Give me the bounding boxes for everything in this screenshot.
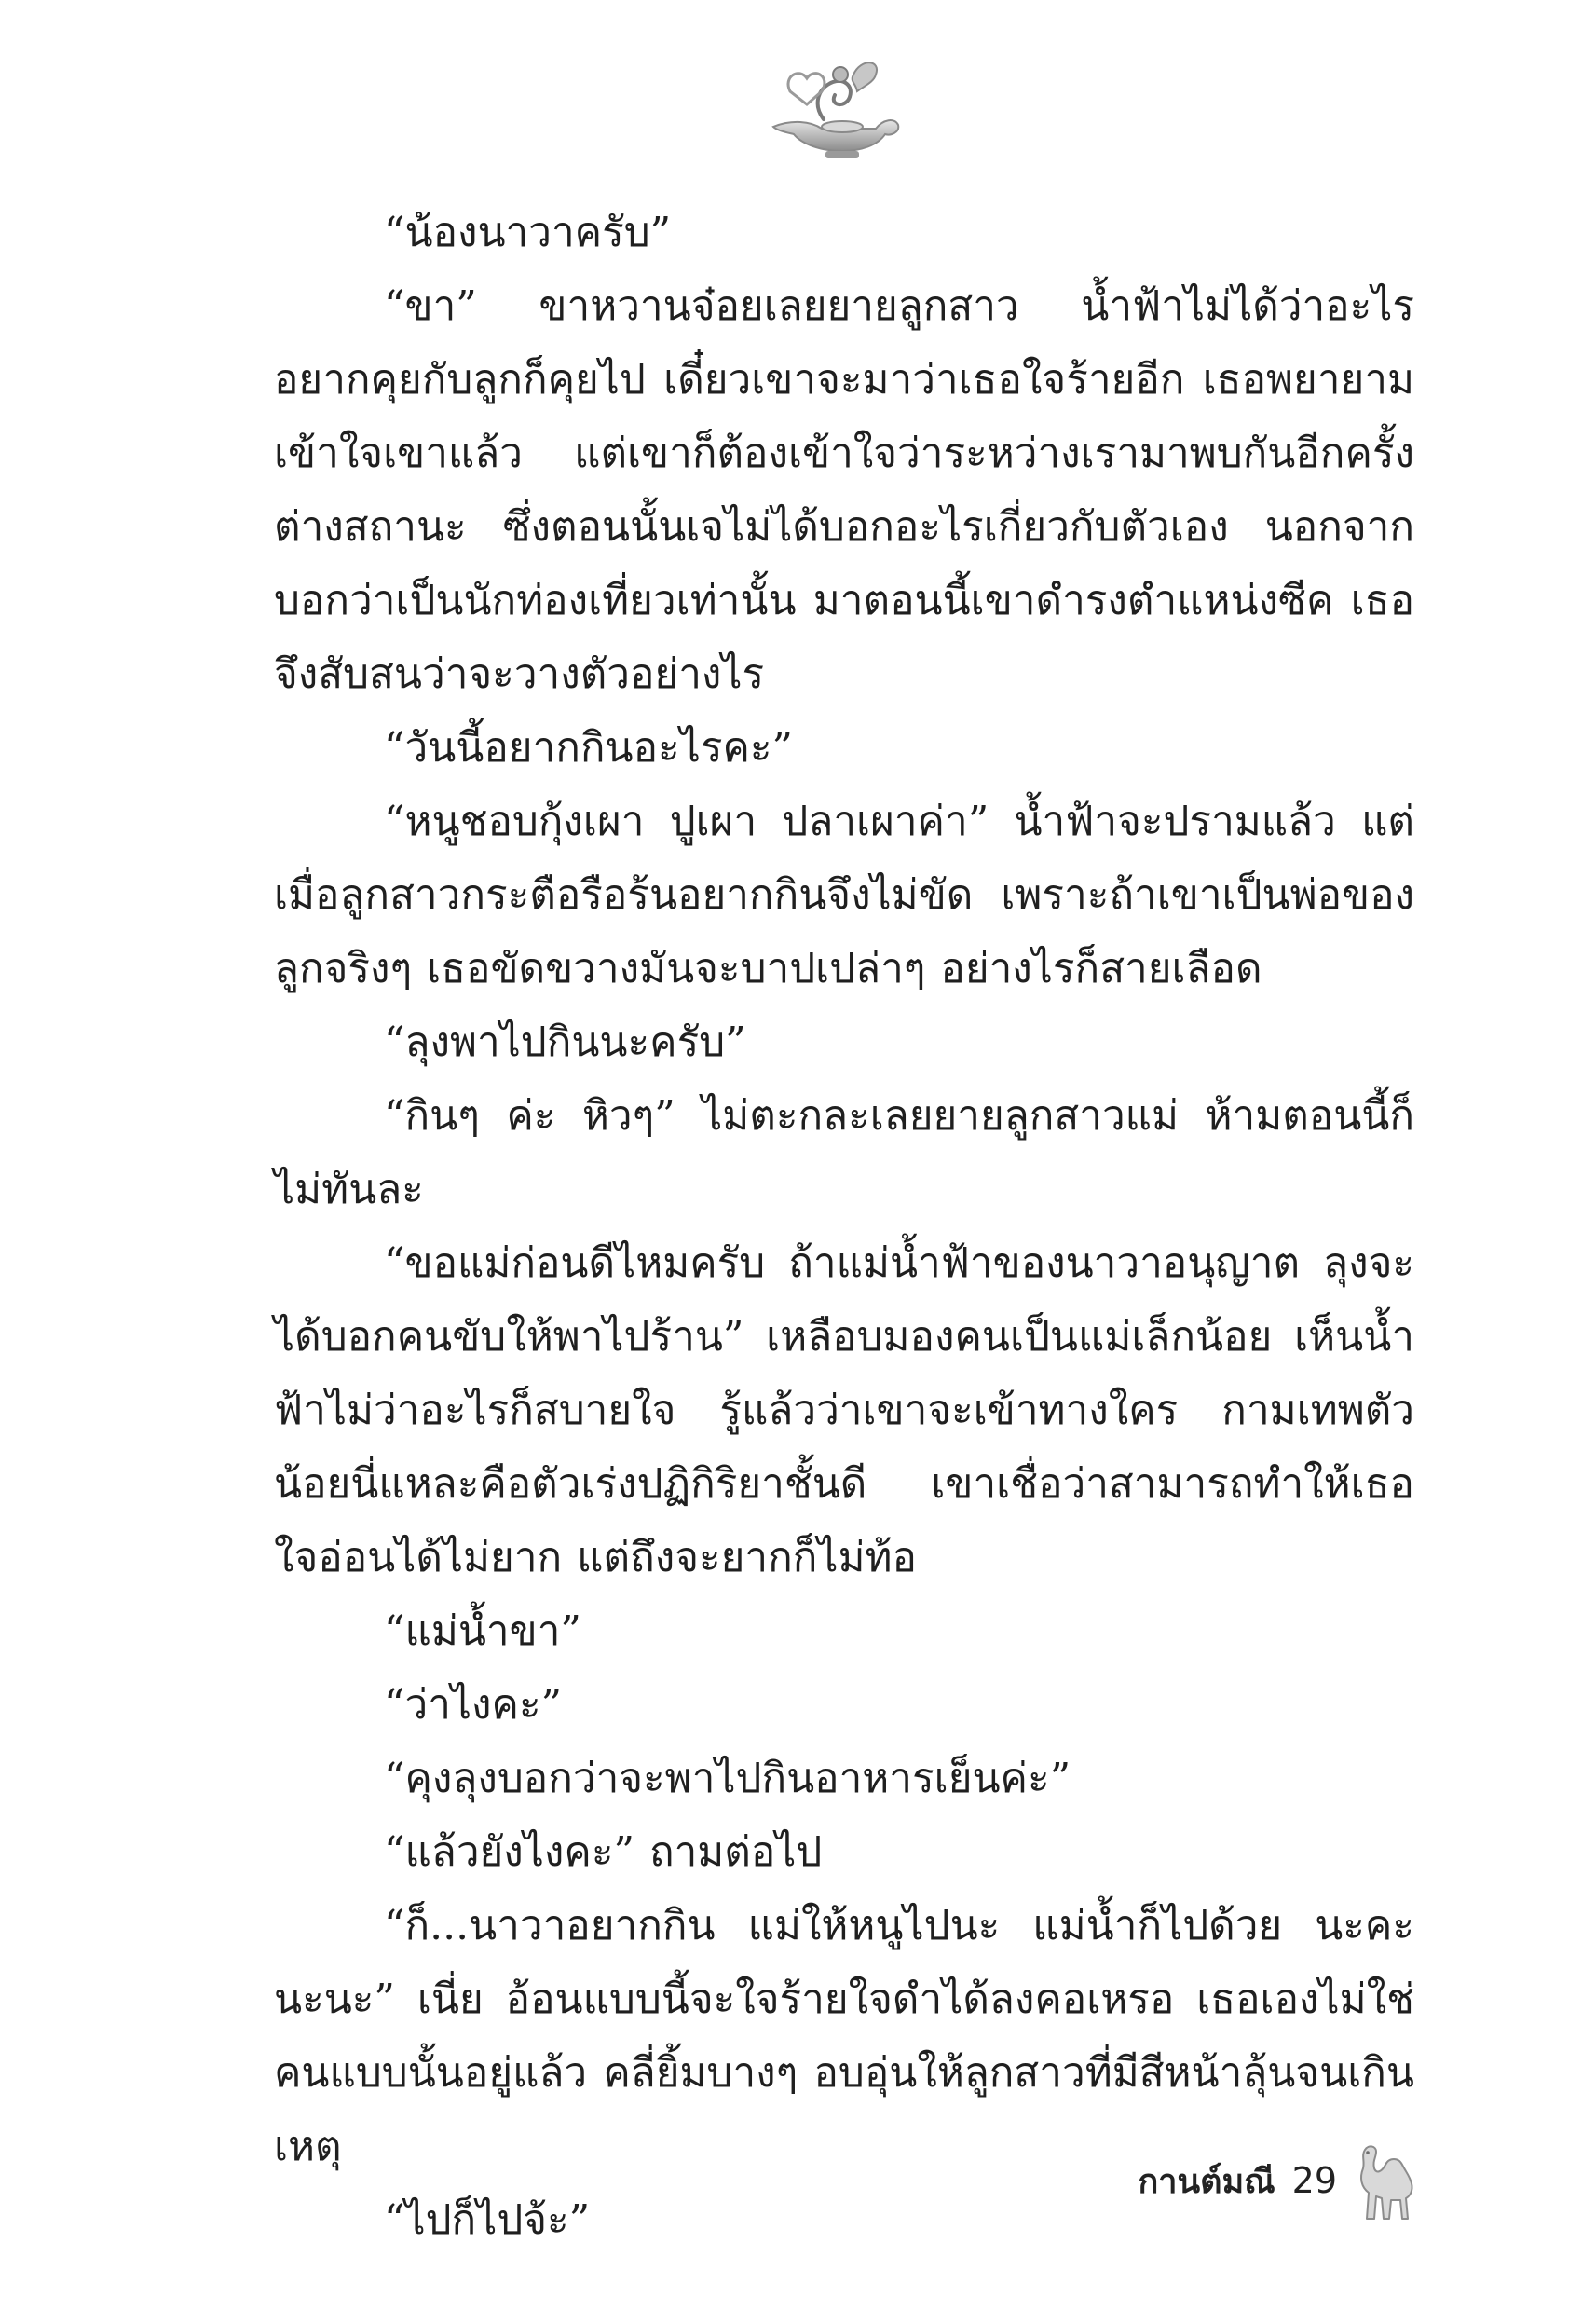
paragraph: “ก็...นาวาอยากกิน แม่ให้หนูไปนะ แม่น้ำก็ไปด้วย นะคะ นะนะ” เนี่ย อ้อนแบบนี้จะใจร้ายใจดำได้ลงคอเหรอ เธอเองไม่ใช่คนแบบนั้นอยู่แล้ว คลี่ยิ้มบางๆ อบอุ่นให้ลูกสาวที่มีสีหน้าลุ้นจนเกินเหตุ [274,1902,1414,2170]
camel-icon [1354,2140,1419,2221]
paragraph: “วันนี้อยากกินอะไรคะ” [384,724,794,772]
paragraph: “ขอแม่ก่อนดีไหมครับ ถ้าแม่น้ำฟ้าของนาวาอนุญาต ลุงจะได้บอกคนขับให้พาไปร้าน” เหลือบมองคนเป็นแม่เล็กน้อย เห็นน้ำฟ้าไม่ว่าอะไรก็สบายใจ รู้แล้วว่าเขาจะเข้าทางใคร กามเทพตัวน้อยนี่แหละคือตัวเร่งปฏิกิริยาชั้นดี เขาเชื่อว่าสามารถทำให้เธอใจอ่อนได้ไม่ยาก แต่ถึงจะยากก็ไม่ท้อ [274,1239,1414,1581]
paragraph: “ไปก็ไปจ้ะ” [384,2196,591,2244]
paragraph: “แล้วยังไงคะ” ถามต่อไป [384,1828,823,1876]
paragraph: “กินๆ ค่ะ หิวๆ” ไม่ตะกละเลยยายลูกสาวแม่ ห้ามตอนนี้ก็ไม่ทันละ [274,1092,1414,1213]
page-number: 29 [1291,2160,1337,2201]
paragraph: “ว่าไงคะ” [384,1681,563,1729]
paragraph: “ลุงพาไปกินนะครับ” [384,1019,746,1066]
author-name: กานต์มณี [1138,2162,1275,2201]
chapter-body [274,196,1414,2257]
page-footer [1139,2139,1420,2222]
paragraph: “แม่น้ำขา” [384,1607,581,1655]
genie-lamp-icon [764,54,904,166]
paragraph: “คุงลุงบอกว่าจะพาไปกินอาหารเย็นค่ะ” [384,1755,1071,1802]
paragraph: “ขา” ขาหวานจ๋อยเลยยายลูกสาว น้ำฟ้าไม่ได้ว่าอะไร อยากคุยกับลูกก็คุยไป เดี๋ยวเขาจะมาว่าเธอใจร้ายอีก เธอพยายามเข้าใจเขาแล้ว แต่เขาก็ต้องเข้าใจว่าระหว่างเรามาพบกันอีกครั้งต่างสถานะ ซึ่งตอนนั้นเจไม่ได้บอกอะไรเกี่ยวกับตัวเอง นอกจากบอกว่าเป็นนักท่องเที่ยวเท่านั้น มาตอนนี้เขาดำรงตำแหน่งซีค เธอจึงสับสนว่าจะวางตัวอย่างไร [274,282,1414,698]
paragraph: “น้องนาวาครับ” [384,209,672,256]
paragraph: “หนูชอบกุ้งเผา ปูเผา ปลาเผาค่า” น้ำฟ้าจะปรามแล้ว แต่เมื่อลูกสาวกระตือรือร้นอยากกินจึงไม่ขัด เพราะถ้าเขาเป็นพ่อของลูกจริงๆ เธอขัดขวางมันจะบาปเปล่าๆ อย่างไรก็สายเลือด [274,798,1414,992]
